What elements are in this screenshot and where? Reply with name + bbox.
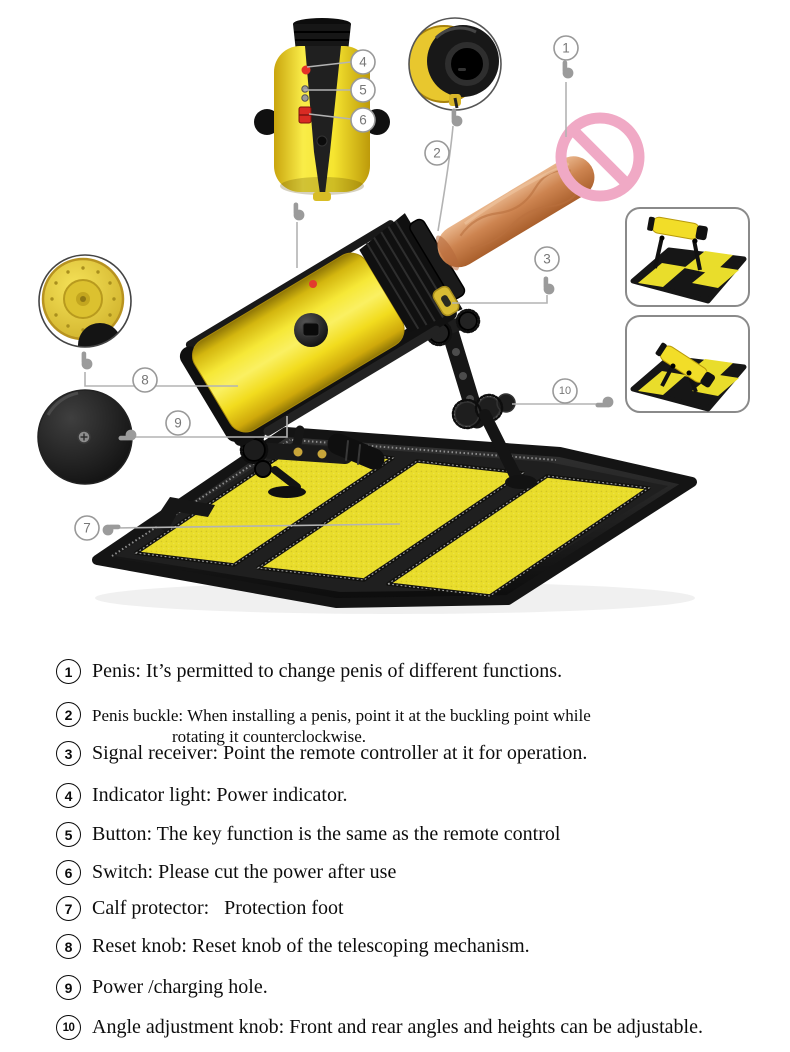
item-text: Signal receiver: Point the remote controller at it for operation. bbox=[92, 742, 588, 764]
item-text: Calf protector: Protection foot bbox=[92, 897, 344, 919]
item-number-badge: 3 bbox=[56, 741, 81, 766]
item-number-badge: 9 bbox=[56, 975, 81, 1000]
item-number-badge: 2 bbox=[56, 702, 81, 727]
item-text: Reset knob: Reset knob of the telescoping mechanism. bbox=[92, 935, 530, 957]
item-number-badge: 4 bbox=[56, 783, 81, 808]
svg-text:4: 4 bbox=[359, 54, 367, 70]
svg-text:2: 2 bbox=[433, 145, 441, 161]
item-text: Penis: It’s permitted to change penis of different functions. bbox=[92, 660, 563, 682]
svg-text:1: 1 bbox=[562, 40, 570, 56]
item-text: Button: The key function is the same as the remote control bbox=[92, 823, 561, 845]
parts-list-item bbox=[56, 783, 776, 808]
item-number-badge: 1 bbox=[56, 659, 81, 684]
item-text: Power /charging hole. bbox=[92, 976, 268, 998]
svg-text:10: 10 bbox=[558, 385, 572, 397]
parts-list-item bbox=[56, 1015, 776, 1040]
parts-list-item bbox=[56, 822, 776, 847]
parts-list-item bbox=[56, 659, 776, 684]
item-number-badge: 7 bbox=[56, 896, 81, 921]
item-text: Indicator light: Power indicator. bbox=[92, 784, 348, 806]
svg-text:9: 9 bbox=[174, 415, 182, 431]
svg-text:6: 6 bbox=[359, 112, 367, 128]
item-text: Penis buckle: When installing a penis, point it at the buckling point while rotating it counterclockwise. bbox=[92, 706, 591, 746]
parts-list-item bbox=[56, 741, 776, 766]
svg-text:8: 8 bbox=[141, 372, 149, 388]
parts-list-item bbox=[56, 934, 776, 959]
svg-text:7: 7 bbox=[83, 520, 91, 536]
item-number-badge: 10 bbox=[56, 1015, 81, 1040]
parts-list-item bbox=[56, 896, 776, 921]
item-number-badge: 8 bbox=[56, 934, 81, 959]
svg-text:5: 5 bbox=[359, 82, 367, 98]
item-number-badge: 6 bbox=[56, 860, 81, 885]
item-text: Angle adjustment knob: Front and rear angles and heights can be adjustable. bbox=[92, 1016, 703, 1038]
parts-list-item bbox=[56, 860, 776, 885]
item-text: Switch: Please cut the power after use bbox=[92, 861, 397, 883]
svg-text:3: 3 bbox=[543, 251, 551, 267]
item-number-badge: 5 bbox=[56, 822, 81, 847]
parts-list-item bbox=[56, 975, 776, 1000]
